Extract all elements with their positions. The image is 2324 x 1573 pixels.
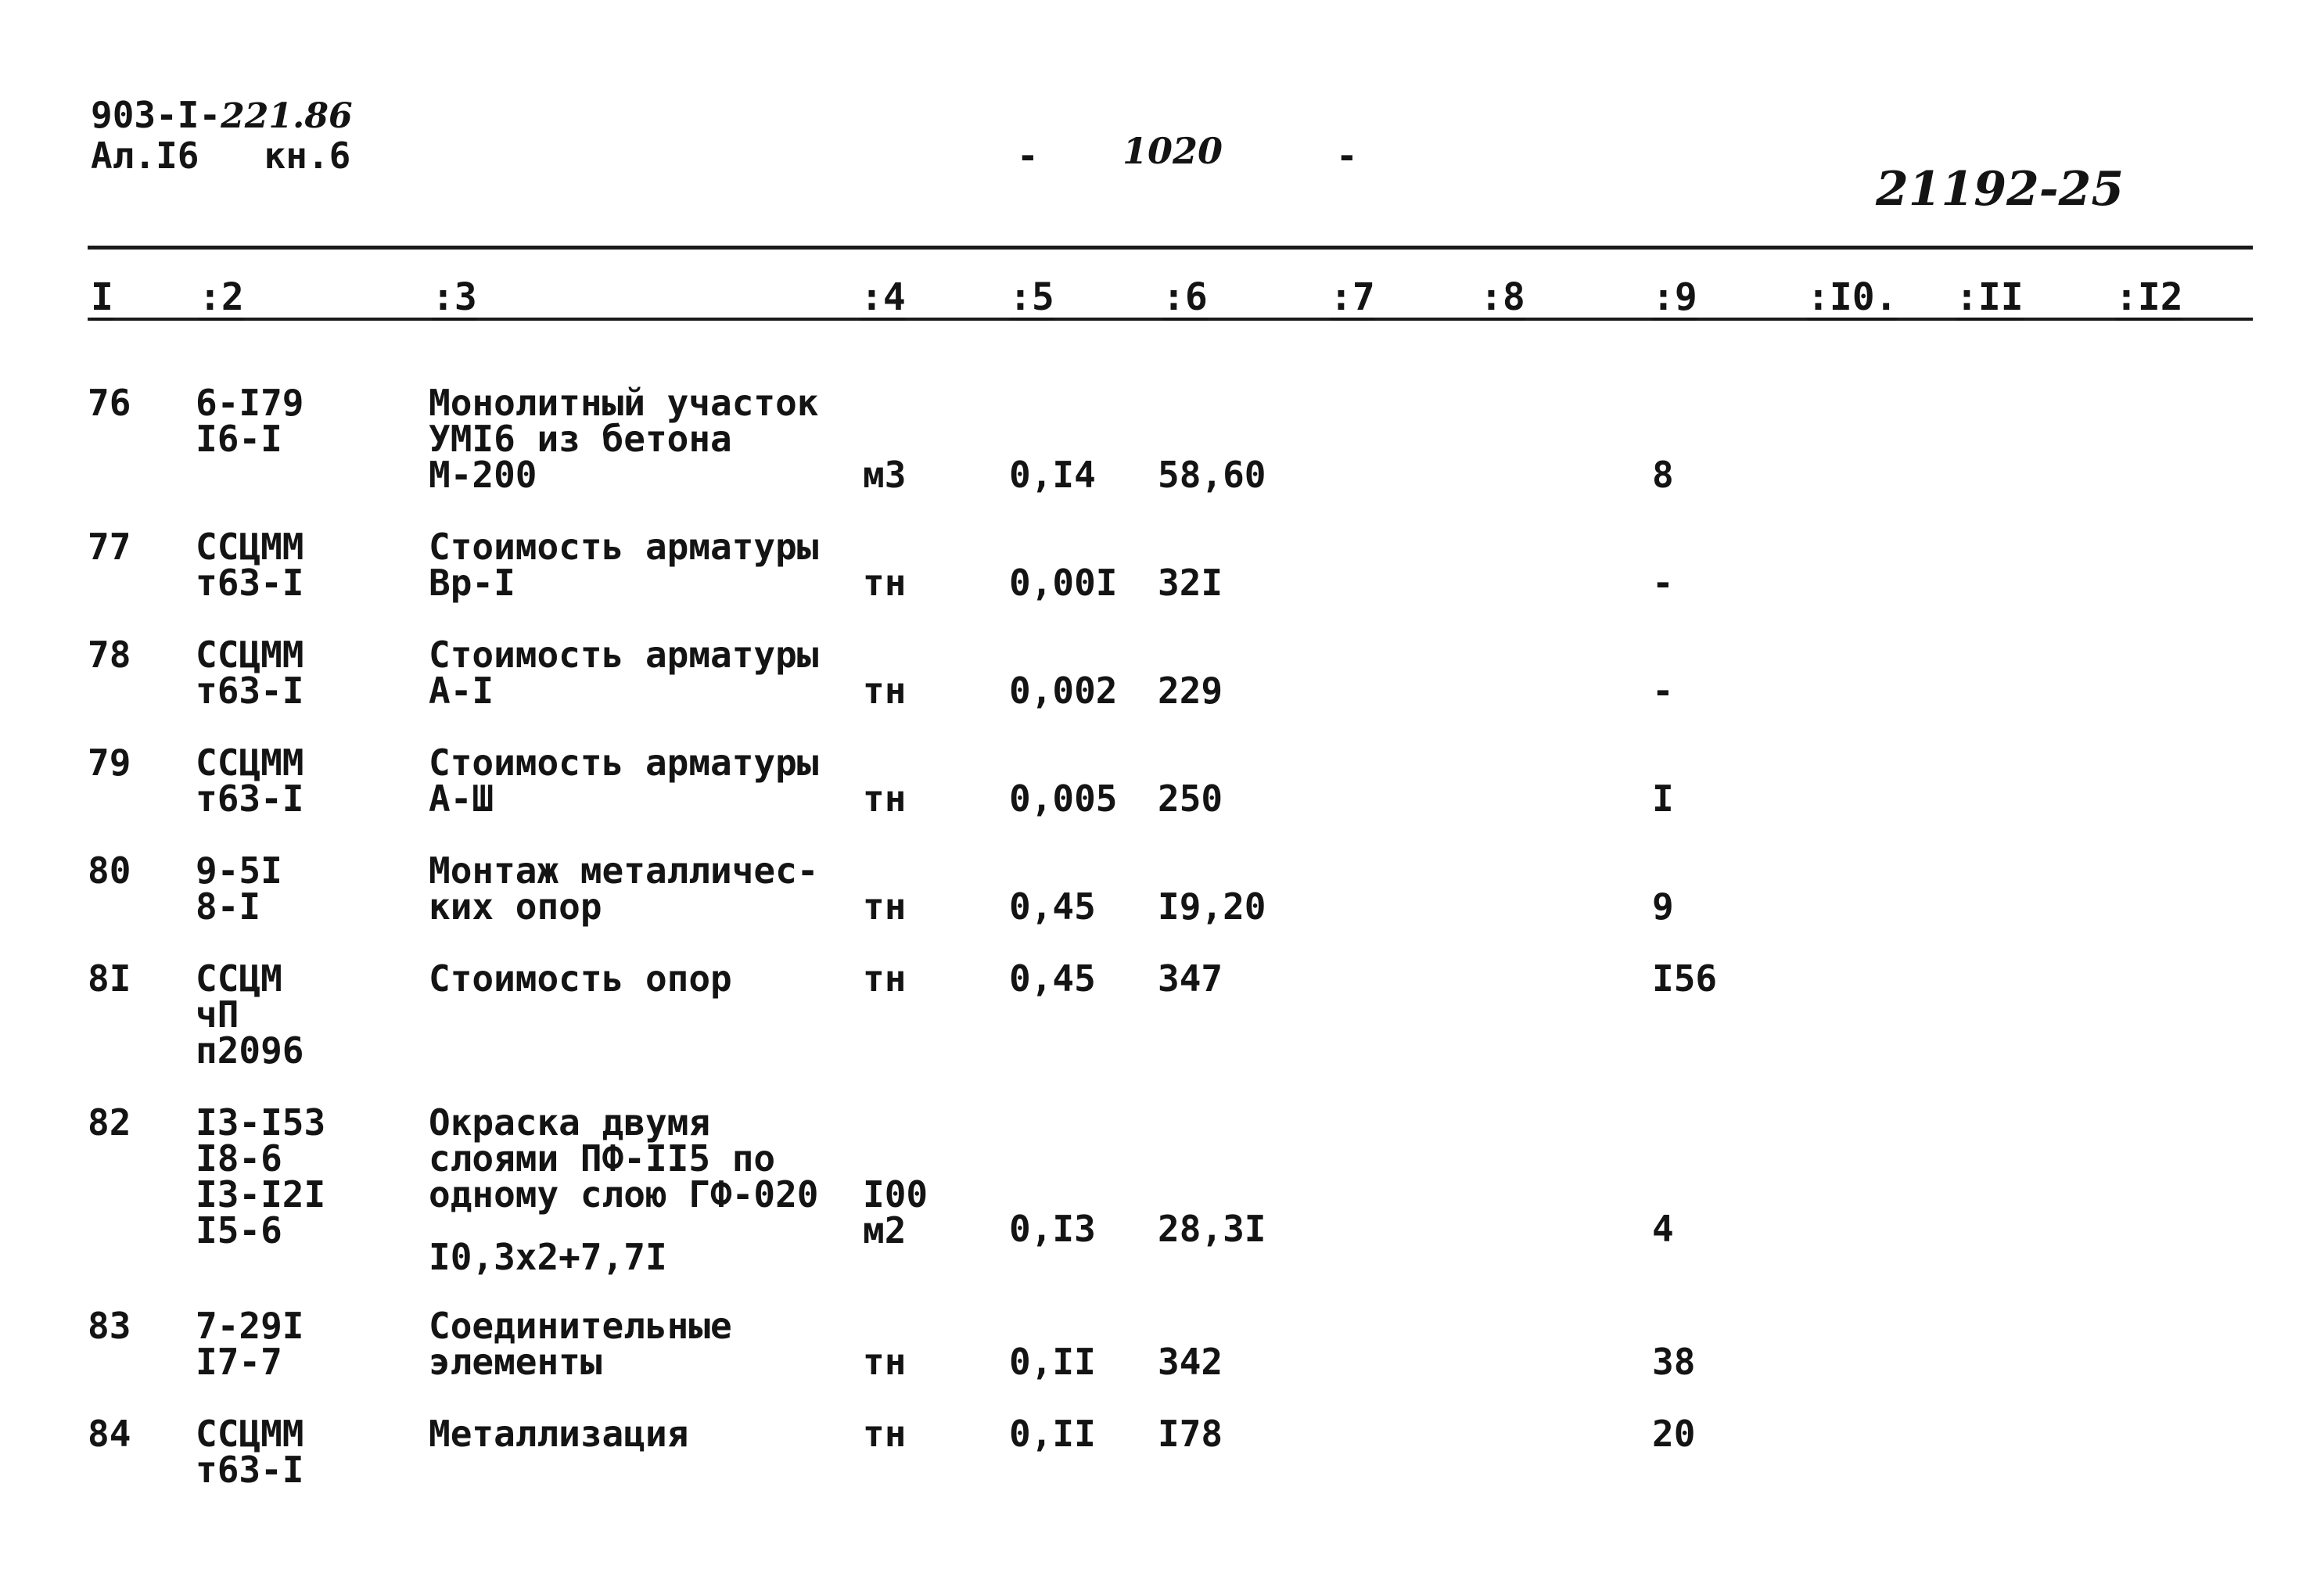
- row-number: 8I: [88, 957, 131, 1000]
- row-total: 9: [1652, 885, 1674, 928]
- row-number: 77: [88, 526, 131, 568]
- row-code: 9-5I 8-I: [196, 849, 282, 928]
- row-price: 250: [1158, 778, 1223, 820]
- row-quantity: 0,00I: [1009, 562, 1118, 604]
- page-dash-right: -: [1336, 135, 1358, 177]
- row-formula: I0,3х2+7,7I: [429, 1236, 667, 1278]
- sheet-number: 21192-25: [1876, 162, 2125, 217]
- column-header-9: :9: [1652, 275, 1697, 319]
- column-header-1: I: [91, 275, 113, 319]
- row-unit: тн: [863, 562, 907, 604]
- row-name: Монтаж металличес- ких опор: [429, 849, 819, 928]
- column-header-4: :4: [860, 275, 906, 319]
- row-name: Стоимость арматуры А-Ш: [429, 742, 819, 820]
- row-code: ССЦМ чП п2096: [196, 957, 304, 1072]
- row-quantity: 0,I4: [1009, 454, 1096, 496]
- document-code: [91, 94, 353, 136]
- page-dash-left: -: [1017, 135, 1039, 177]
- row-quantity: 0,45: [1009, 885, 1096, 928]
- row-number: 76: [88, 382, 131, 424]
- row-code: I3-I53 I8-6 I3-I2I I5-6: [196, 1101, 326, 1252]
- row-code: ССЦММ т63-I: [196, 526, 304, 604]
- row-total: -: [1652, 562, 1674, 604]
- row-unit: тн: [863, 1341, 907, 1383]
- column-header-8: :8: [1480, 275, 1525, 319]
- row-total: 8: [1652, 454, 1674, 496]
- row-total: 4: [1652, 1208, 1674, 1250]
- column-header-7: :7: [1330, 275, 1375, 319]
- column-header-2: :2: [199, 275, 244, 319]
- row-name: Монолитный участок УМI6 из бетона М-200: [429, 382, 819, 496]
- document-code-handwritten: 221.86: [221, 96, 353, 136]
- row-number: 83: [88, 1305, 131, 1347]
- row-unit: тн: [863, 885, 907, 928]
- row-price: I9,20: [1158, 885, 1266, 928]
- column-header-6: :6: [1162, 275, 1208, 319]
- row-name: Окраска двумя слоями ПФ-II5 по одному слою ГФ-020: [429, 1101, 819, 1216]
- row-quantity: 0,45: [1009, 957, 1096, 1000]
- column-header-10: :I0.: [1807, 275, 1898, 319]
- row-price: I78: [1158, 1413, 1223, 1455]
- row-total: 38: [1652, 1341, 1696, 1383]
- row-price: 347: [1158, 957, 1223, 1000]
- row-quantity: 0,005: [1009, 778, 1118, 820]
- row-price: 32I: [1158, 562, 1223, 604]
- row-number: 84: [88, 1413, 131, 1455]
- row-quantity: 0,II: [1009, 1413, 1096, 1455]
- row-name: Стоимость опор: [429, 957, 732, 1000]
- column-header-3: :3: [432, 275, 477, 319]
- row-unit: тн: [863, 957, 907, 1000]
- row-quantity: 0,002: [1009, 670, 1118, 712]
- row-unit: тн: [863, 1413, 907, 1455]
- row-name: Металлизация: [429, 1413, 689, 1455]
- row-total: I: [1652, 778, 1674, 820]
- row-number: 82: [88, 1101, 131, 1144]
- column-header-11: :II: [1956, 275, 2024, 319]
- row-unit: тн: [863, 778, 907, 820]
- row-code: 7-29I I7-7: [196, 1305, 304, 1383]
- row-code: ССЦММ т63-I: [196, 634, 304, 712]
- header-rule-top: [88, 246, 2253, 250]
- album-book-label: Ал.I6 кн.6: [91, 135, 351, 177]
- column-header-12: :I2: [2115, 275, 2183, 319]
- row-code: ССЦММ т63-I: [196, 742, 304, 820]
- row-unit: I00 м2: [863, 1173, 929, 1252]
- row-name: Стоимость арматуры А-I: [429, 634, 819, 712]
- row-number: 79: [88, 742, 131, 784]
- row-total: 20: [1652, 1413, 1696, 1455]
- row-total: -: [1652, 670, 1674, 712]
- row-code: ССЦММ т63-I: [196, 1413, 304, 1491]
- row-number: 80: [88, 849, 131, 892]
- page-number: 1020: [1122, 130, 1223, 172]
- row-name: Стоимость арматуры Вр-I: [429, 526, 819, 604]
- row-number: 78: [88, 634, 131, 676]
- row-code: 6-I79 I6-I: [196, 382, 304, 460]
- document-code-printed: 903-I-: [91, 94, 221, 136]
- column-header-5: :5: [1009, 275, 1054, 319]
- row-unit: тн: [863, 670, 907, 712]
- row-price: 342: [1158, 1341, 1223, 1383]
- row-unit: м3: [863, 454, 907, 496]
- row-price: 28,3I: [1158, 1208, 1266, 1250]
- row-price: 229: [1158, 670, 1223, 712]
- row-quantity: 0,I3: [1009, 1208, 1096, 1250]
- row-name: Соединительные элементы: [429, 1305, 732, 1383]
- row-price: 58,60: [1158, 454, 1266, 496]
- row-total: I56: [1652, 957, 1718, 1000]
- row-quantity: 0,II: [1009, 1341, 1096, 1383]
